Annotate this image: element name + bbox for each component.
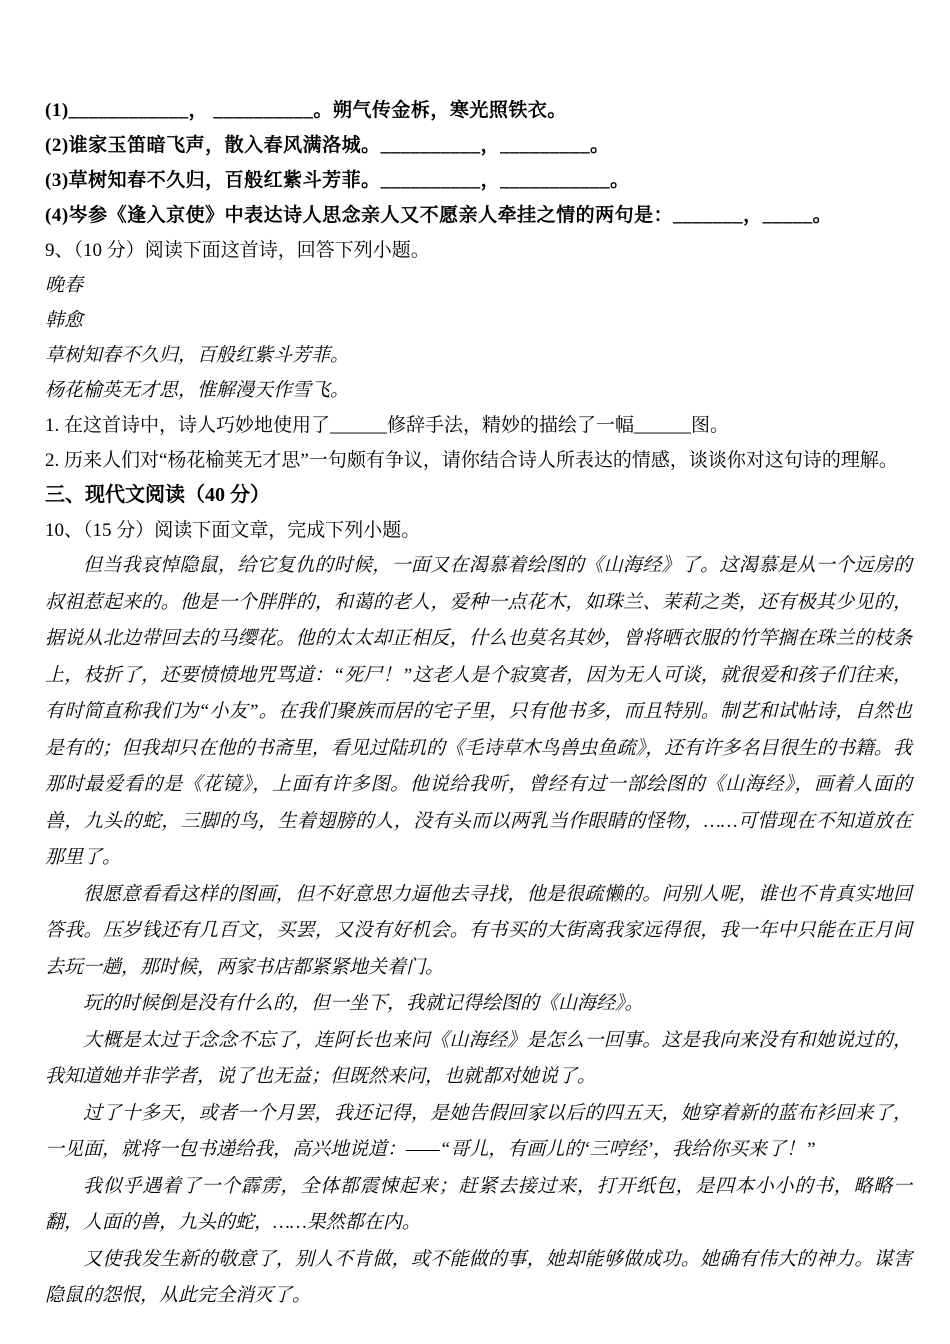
question9-sub-question-1: 1. 在这首诗中，诗人巧妙地使用了______修辞手法，精妙的描绘了一幅______图。	[45, 415, 730, 436]
poem-title: 晚春	[45, 275, 84, 296]
poem-author: 韩愈	[45, 310, 84, 331]
question9-prompt: 9、（10 分）阅读下面这首诗，回答下列小题。	[45, 240, 430, 261]
blank-question-2: (2)谁家玉笛暗飞声，散入春风满洛城。__________，_________。	[45, 135, 610, 156]
section-three-heading: 三、现代文阅读（40 分）	[45, 484, 270, 506]
poem-line-2: 杨花榆英无才思，惟解漫天作雪飞。	[45, 380, 350, 401]
passage-paragraph-3: 玩的时候倒是没有什么的，但一坐下，我就记得绘图的《山海经》。	[83, 993, 644, 1014]
passage-paragraph-1: 但当我哀悼隐鼠，给它复仇的时候，一面又在渴慕着绘图的《山海经》了。这渴慕是从一个远房的叔祖惹起来的。他是一个胖胖的，和蔼的老人，爱种一点花木，如珠兰、茉莉之类，还有极其少见的，据说从北边带回去的马缨花。他的太太却正相反，什么也莫名其妙，曾将晒衣服的竹竿搁在珠兰的枝条上，枝折了，还要愤愤地咒骂道：“死尸！”这老人是个寂寞者，因为无人可谈，就很爱和孩子们往来，有时简直称我们为“小友”。在我们聚族而居的宅子里，只有他书多，而且特别。制艺和试帖诗，自然也是有的；但我却只在他的书斋里，看见过陆玑的《毛诗草木鸟兽虫鱼疏》，还有许多名目很生的书籍。我那时最爱看的是《花镜》，上面有许多图。他说给我听，曾经有过一部绘图的《山海经》，画着人面的兽，九头的蛇，三脚的鸟，生着翅膀的人，没有头而以两乳当作眼睛的怪物，……可惜现在不知道放在那里了。	[45, 555, 912, 868]
passage-paragraph-4: 大概是太过于念念不忘了，连阿长也来问《山海经》是怎么一回事。这是我向来没有和她说过的，我知道她并非学者，说了也无益；但既然来问，也就都对她说了。	[45, 1029, 912, 1087]
question10-prompt: 10、（15 分）阅读下面文章，完成下列小题。	[45, 520, 421, 541]
blank-question-3: (3)草树知春不久归，百般红紫斗芳菲。__________，___________。	[45, 170, 630, 191]
blank-question-1: (1)____________， __________。朔气传金柝，寒光照铁衣。	[45, 100, 567, 121]
passage-paragraph-7: 又使我发生新的敬意了，别人不肯做，或不能做的事，她却能够做成功。她确有伟大的神力。谋害隐鼠的怨恨，从此完全消灭了。	[45, 1248, 912, 1306]
poem-line-1: 草树知春不久归，百般红紫斗芳菲。	[45, 345, 350, 366]
passage-paragraph-6: 我似乎遇着了一个霹雳，全体都震悚起来；赶紧去接过来，打开纸包，是四本小小的书，略略一翻，人面的兽，九头的蛇，……果然都在内。	[45, 1175, 912, 1233]
question9-sub-question-2: 2. 历来人们对“杨花榆荚无才思”一句颇有争议，请你结合诗人所表达的情感，谈谈你对这句诗的理解。	[45, 450, 898, 471]
passage-paragraph-5: 过了十多天，或者一个月罢，我还记得，是她告假回家以后的四五天，她穿着新的蓝布衫回来了，一见面，就将一包书递给我，高兴地说道：——“哥儿，有画儿的‘三哼经’，我给你买来了！”	[45, 1102, 912, 1160]
passage-paragraph-2: 很愿意看看这样的图画，但不好意思力逼他去寻找，他是很疏懒的。问别人呢，谁也不肯真实地回答我。压岁钱还有几百文，买罢，又没有好机会。有书买的大街离我家远得很，我一年中只能在正月间去玩一趟，那时候，两家书店都紧紧地关着门。	[45, 883, 912, 978]
blank-question-4: (4)岑参《逢入京使》中表达诗人思念亲人又不愿亲人牵挂之情的两句是：_______，_____。	[45, 205, 833, 226]
